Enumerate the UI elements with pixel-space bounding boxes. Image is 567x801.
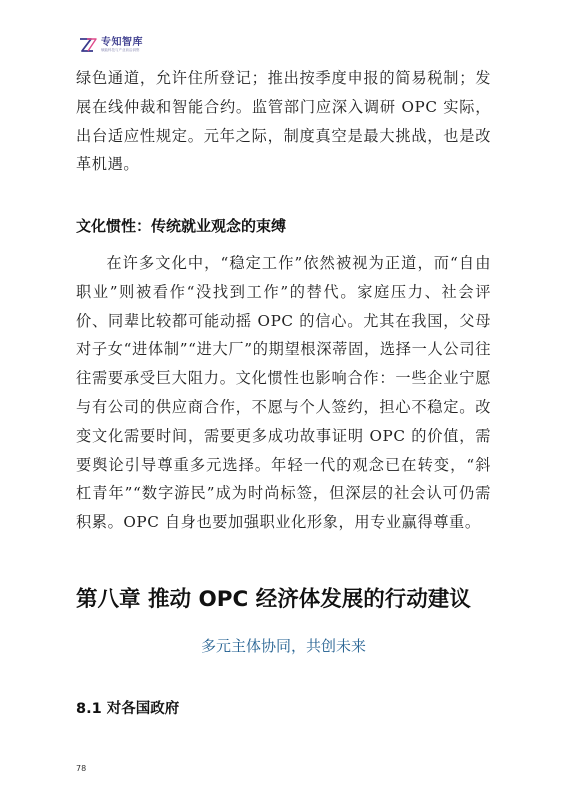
subsection-heading: 8.1 对各国政府 bbox=[76, 701, 180, 717]
chapter-title: 第八章 推动 OPC 经济体发展的行动建议 bbox=[76, 587, 471, 612]
brand-logo bbox=[79, 38, 143, 53]
logo-tagline: 赋能科技与产业前沿洞察 bbox=[101, 48, 140, 52]
chapter-subtitle: 多元主体协同，共创未来 bbox=[200, 637, 366, 655]
continuation-paragraph: 绿色通道，允许住所登记；推出按季度申报的简易税制；发展在线仲裁和智能合约。监管部门应深入调研 OPC 实际，出台适应性规定。元年之际，制度真空是最大挑战，也是改革机遇。 bbox=[76, 69, 491, 174]
section-heading: 文化惯性：传统就业观念的束缚 bbox=[76, 217, 287, 235]
cultural-inertia-paragraph: 在许多文化中，“稳定工作”依然被视为正道，而“自由职业”则被看作“没找到工作”的替代。家庭压力、社会评价、同辈比较都可能动摇 OPC 的信心。尤其在我国，父母对子女“进体制”“进大厂”的期望根深蒂固，选择一人公司往往需要承受巨大阻力。文化惯性也影响合作：一些企业宁愿与有公司的供应商合作，不愿与个人签约，担心不稳定。改变文化需要时间，需要更多成功故事证明 OPC 的价值，需要舆论引导尊重多元选择。年轻一代的观念已在转变，“斜杠青年”“数字游民”成为时尚标签，但深层的社会认可仍需积累。OPC 自身也要加强职业化形象，用专业赢得尊重。 bbox=[76, 254, 491, 532]
logo-name: 专知智库 bbox=[101, 37, 143, 48]
zhuanzhi-logo-icon bbox=[79, 38, 97, 52]
page-number: 78 bbox=[76, 764, 87, 773]
